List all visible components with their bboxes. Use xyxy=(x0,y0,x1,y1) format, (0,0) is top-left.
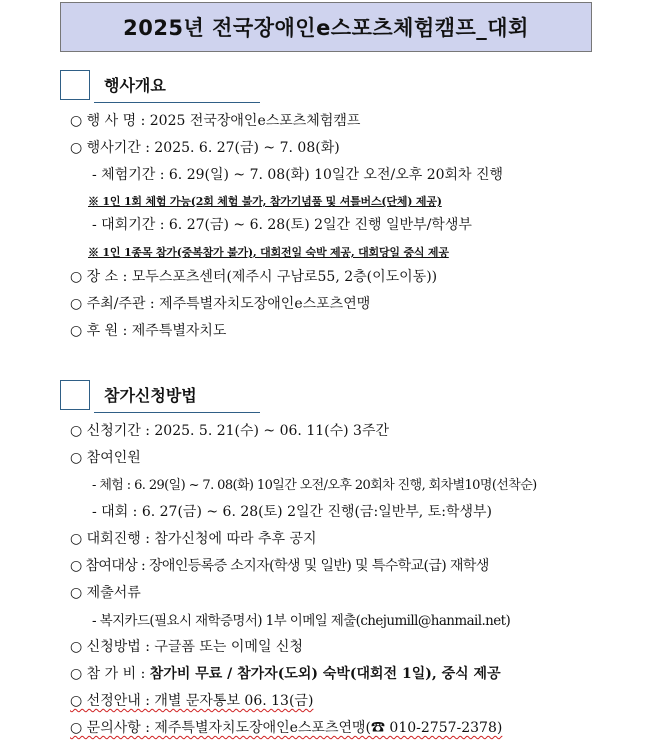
participants-experience: - 체험 : 6. 29(일) ~ 7. 08(화) 10일간 오전/오후 20회차 진행, 회차별10명(선착순) xyxy=(92,478,537,493)
selection-notice: ○ 선정안내 : 개별 문자통보 06. 13(금) xyxy=(70,693,314,709)
section-underline xyxy=(94,102,260,104)
inquiry: ○ 문의사항 : 제주특별자치도장애인e스포츠연맹(☎ 010-2757-2378) xyxy=(70,720,503,736)
documents-detail: - 복지카드(필요시 재학증명서) 1부 이메일 제출(chejumill@hanmail.net) xyxy=(92,613,511,629)
sponsor: ○ 후 원 : 제주특별자치도 xyxy=(70,323,227,339)
documents: ○ 제출서류 xyxy=(70,585,141,601)
contest-progress: ○ 대회진행 : 참가신청에 따라 추후 공지 xyxy=(70,531,317,547)
section-heading: 참가신청방법 xyxy=(104,386,197,405)
participants: ○ 참여인원 xyxy=(70,450,141,466)
participants-contest: - 대회 : 6. 27(금) ~ 6. 28(토) 2일간 진행(금:일반부, 토:학생부) xyxy=(92,504,492,520)
experience-period: - 체험기간 : 6. 29(일) ~ 7. 08(화) 10일간 오전/오후 20회차 진행 xyxy=(92,167,504,183)
eligibility: ○ 참여대상 : 장애인등록증 소지자(학생 및 일반) 및 특수학교(급) 재학생 xyxy=(70,558,489,574)
fee-value: 참가비 무료 / 참가자(도외) 숙박(대회전 1일), 중식 제공 xyxy=(149,666,501,682)
contest-period: - 대회기간 : 6. 27(금) ~ 6. 28(토) 2일간 진행 일반부/학생부 xyxy=(92,217,472,233)
page-title: 2025년 전국장애인e스포츠체험캠프_대회 xyxy=(123,16,529,40)
section-checkbox-icon xyxy=(60,70,90,100)
event-period: ○ 행사기간 : 2025. 6. 27(금) ~ 7. 08(화) xyxy=(70,140,340,156)
application-method: ○ 신청방법 : 구글폼 또는 이메일 신청 xyxy=(70,639,303,655)
experience-note: ※ 1인 1회 체험 가능(2회 체험 불가, 참가기념품 및 셔틀버스(단체) 제공) xyxy=(88,195,442,208)
contest-note: ※ 1인 1종목 참가(중복참가 불가), 대회전일 숙박 제공, 대회당일 중식 제공 xyxy=(88,246,449,259)
fee-label: ○ 참 가 비 : xyxy=(70,666,150,682)
section-header-overview xyxy=(60,70,260,102)
event-name: ○ 행 사 명 : 2025 전국장애인e스포츠체험캠프 xyxy=(70,113,361,129)
section-checkbox-icon xyxy=(60,380,90,410)
organizer: ○ 주최/주관 : 제주특별자치도장애인e스포츠연맹 xyxy=(70,296,371,312)
section-header-application xyxy=(60,380,260,412)
section-underline xyxy=(94,412,260,414)
page-title-banner xyxy=(60,2,592,52)
venue: ○ 장 소 : 모두스포츠센터(제주시 구남로55, 2층(이도이동)) xyxy=(70,269,438,285)
participation-fee xyxy=(70,663,501,683)
application-period: ○ 신청기간 : 2025. 5. 21(수) ~ 06. 11(수) 3주간 xyxy=(70,423,389,439)
section-heading: 행사개요 xyxy=(104,76,166,95)
